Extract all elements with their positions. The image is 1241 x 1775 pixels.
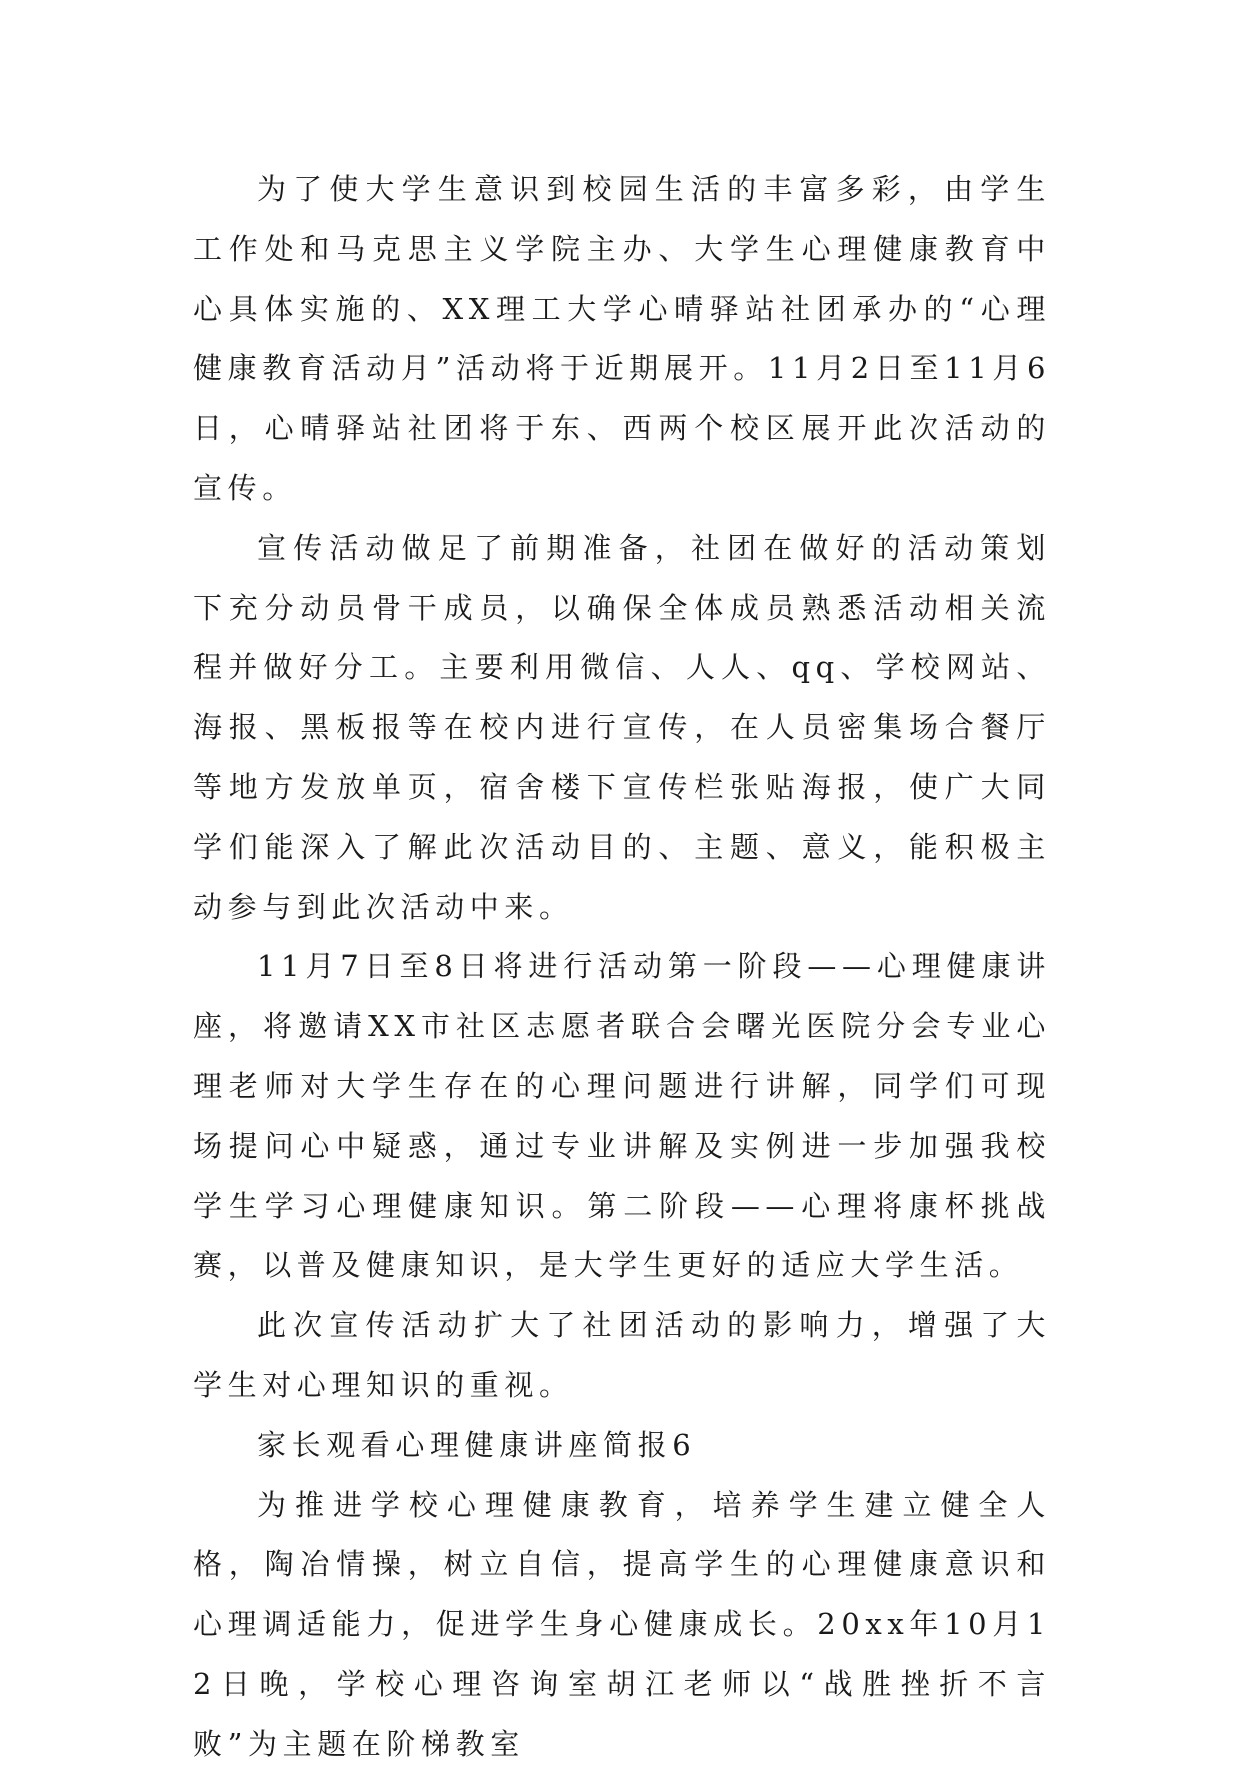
paragraph-2: 宣传活动做足了前期准备，社团在做好的活动策划下充分动员骨干成员，以确保全体成员熟悉活动相关流程并做好分工。主要利用微信、人人、qq、学校网站、海报、黑板报等在校内进行宣传，在人员密集场合餐厅等地方发放单页，宿舍楼下宣传栏张贴海报，使广大同学们能深入了解此次活动目的、主题、意义，能积极主动参与到此次活动中来。 — [193, 530, 1051, 924]
paragraph-4: 此次宣传活动扩大了社团活动的影响力，增强了大学生对心理知识的重视。 — [193, 1308, 1051, 1402]
document-body — [193, 160, 1051, 1775]
section-title: 家长观看心理健康讲座简报6 — [257, 1427, 697, 1462]
paragraph-1: 为了使大学生意识到校园生活的丰富多彩，由学生工作处和马克思主义学院主办、大学生心理健康教育中心具体实施的、XX理工大学心晴驿站社团承办的“心理健康教育活动月”活动将于近期展开。11月2日至11月6日，心晴驿站社团将于东、西两个校区展开此次活动的宣传。 — [193, 172, 1051, 505]
paragraph-3: 11月7日至8日将进行活动第一阶段——心理健康讲座，将邀请XX市社区志愿者联合会曙光医院分会专业心理老师对大学生存在的心理问题进行讲解，同学们可现场提问心中疑惑，通过专业讲解及实例进一步加强我校学生学习心理健康知识。第二阶段——心理将康杯挑战赛，以普及健康知识，是大学生更好的适应大学生活。 — [193, 949, 1051, 1283]
section-paragraph: 为推进学校心理健康教育，培养学生建立健全人格，陶冶情操，树立自信，提高学生的心理健康意识和心理调适能力，促进学生身心健康成长。20xx年10月12日晚，学校心理咨询室胡江老师以“战胜挫折不言败”为主题在阶梯教室 — [193, 1487, 1051, 1761]
